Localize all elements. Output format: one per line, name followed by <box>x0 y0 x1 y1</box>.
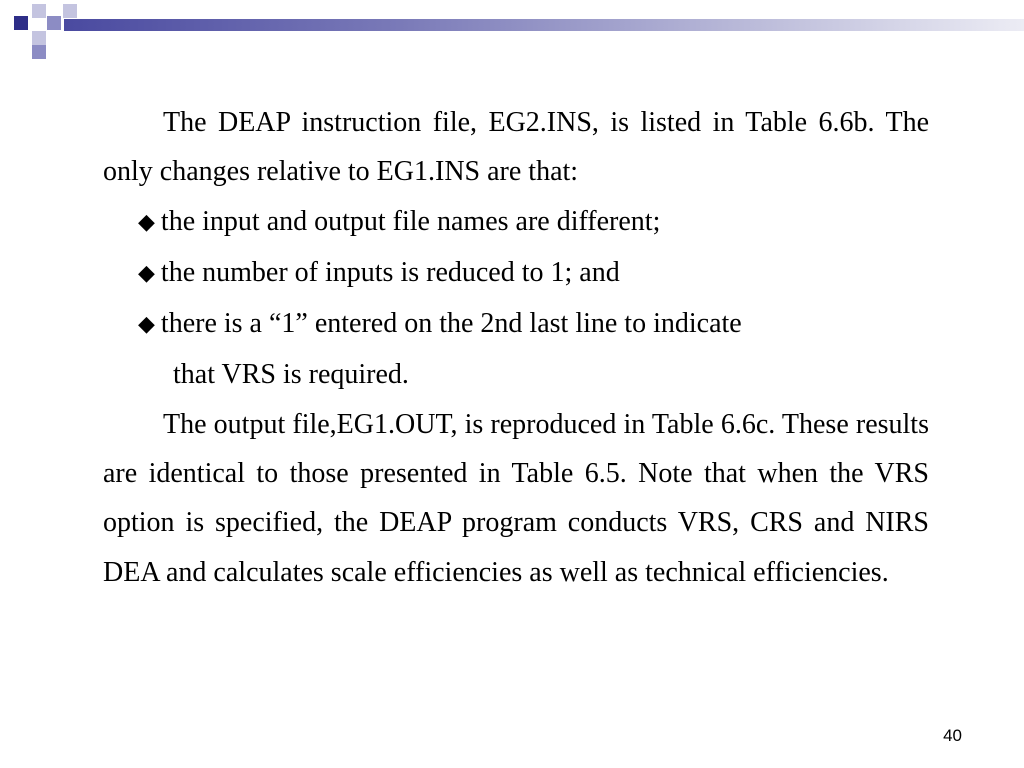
decor-square-light <box>32 31 46 45</box>
paragraph-intro: The DEAP instruction file, EG2.INS, is listed in Table 6.6b. The only changes relative to EG1.INS are that: <box>103 107 929 188</box>
bullet-continuation: that VRS is required. <box>173 359 409 391</box>
decor-square-light <box>63 4 77 18</box>
paragraph-output: The output file,EG1.OUT, is reproduced in Table 6.6c. These results are identical to those presented in Table 6.5. Note that when the VRS option is specified, the DEAP program conducts VRS, CRS and NIRS DEA and calculates scale efficiencies as well as technical efficiencies. <box>103 408 929 588</box>
page-number: 40 <box>943 726 962 745</box>
diamond-bullet-icon: ◆ <box>138 260 155 286</box>
bullet-text: the number of inputs is reduced to 1; and <box>160 256 620 288</box>
decor-square-dark <box>14 16 28 30</box>
bullet-item <box>103 248 929 299</box>
diamond-bullet-icon: ◆ <box>138 312 155 338</box>
bullet-item <box>103 299 929 350</box>
bullet-item <box>103 197 929 248</box>
bullet-text: the input and output file names are different; <box>160 205 661 237</box>
slide-body <box>103 98 929 597</box>
decor-square-mid <box>47 16 61 30</box>
decor-square-mid <box>32 45 46 59</box>
header-decoration <box>0 0 1024 70</box>
diamond-bullet-icon: ◆ <box>138 209 155 235</box>
bullet-text: there is a “1” entered on the 2nd last line to indicate <box>160 308 742 340</box>
header-gradient-bar <box>64 19 1024 31</box>
decor-square-light <box>32 4 46 18</box>
